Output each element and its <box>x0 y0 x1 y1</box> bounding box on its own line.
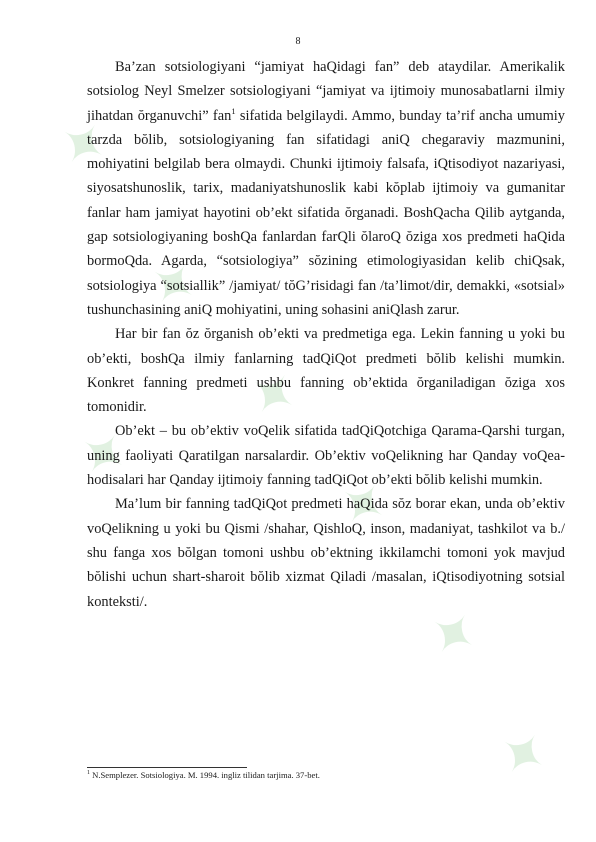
paragraph-text: Ba’zan sotsiologiyani “jamiyat haQidagi fan” deb ataydilar. Amerikalik sotsiolog Neyl Smelzer sotsiologiyani “jamiyat va ijtimoiy munosabatlarni ilmiy jihatdan ŏrganuvchi” fan <box>87 59 565 124</box>
page-body <box>87 55 565 614</box>
paragraph-3: Ob’ekt – bu ob’ektiv voQelik sifatida tadQiQotchiga Qarama-Qarshi turgan, uning faoliyati Qaratilgan narsalardir. Ob’ektiv voQelikning har Qanday voQea-hodisalari har Qanday ijtimoiy fanning tadQiQot ob’ekti bŏlib kelishi mumkin. <box>87 423 565 489</box>
paragraph-1 <box>87 55 565 322</box>
paragraph-4: Ma’lum bir fanning tadQiQot predmeti haQida sŏz borar ekan, unda ob’ektiv voQelikning u yoki bu Qismi /shahar, QishloQ, inson, madaniyat, tashkilot va b./ shu fanga xos bŏlgan tomoni ushbu ob’ektning ikkilamchi tomoni yok mavjud bŏlishi uchun shart-sharoit bŏlib xizmat Qiladi /masalan, iQtisodiyotning sotsial konteksti/. <box>87 496 565 610</box>
footnote-divider <box>87 767 247 768</box>
watermark-glyph: ✦ <box>232 355 317 433</box>
watermark-glyph: ✦ <box>412 595 497 673</box>
footnote <box>87 770 565 781</box>
watermark-glyph: ✦ <box>42 105 127 183</box>
page-number: 8 <box>295 36 301 47</box>
footnote-text: N.Semplezer. Sotsiologiya. M. 1994. ingliz tilidan tarjima. 37-bet. <box>90 770 320 780</box>
paragraph-text: sifatida belgilaydi. Ammo, bunday ta’rif ancha umumiy tarzda bŏlib, sotsiologiyaning fan sifatidagi aniQ chegaraviy mazmunini, mohiyatini belgilab bera olmaydi. Chunki ijtimoiy falsafa, iQtisodiyot nazariyasi, siyosatshunoslik, tarix, madaniyatshunoslik kabi kŏplab ijtimoiy va gumanitar fanlar ham jamiyat hayotini ob’ekt sifatida ŏrganadi. BoshQacha Qilib aytganda, gap sotsiologiyaning boshQa fanlardan farQli ŏlaroQ ŏziga xos predmeti haQida bormoQda. Agarda, “sotsiologiya” sŏzining etimologiyasidan kelib chiQsak, sotsiologiya “sotsiallik” /jamiyat/ tŏG’risidagi fan /ta’limot/dir, demakki, «sotsial» tushunchasining aniQ mohiyatini, uning sohasini aniQlash zarur. <box>87 107 565 318</box>
watermark-glyph: ✦ <box>132 245 217 323</box>
footnote-number: 1 <box>87 770 90 777</box>
watermark-glyph: ✦ <box>482 715 567 793</box>
watermark-glyph: ✦ <box>322 465 407 543</box>
paragraph-2: Har bir fan ŏz ŏrganish ob’ekti va predmetiga ega. Lekin fanning u yoki bu ob’ekti, boshQa ilmiy fanlarning tadQiQot predmeti bŏlib kelishi mumkin. Konkret fanning predmeti ushbu fanning ob’ektida ŏrganiladigan ŏziga xos tomonidir. <box>87 326 565 416</box>
watermark-glyph: ✦ <box>62 415 147 493</box>
footnote-ref[interactable]: 1 <box>231 105 236 116</box>
